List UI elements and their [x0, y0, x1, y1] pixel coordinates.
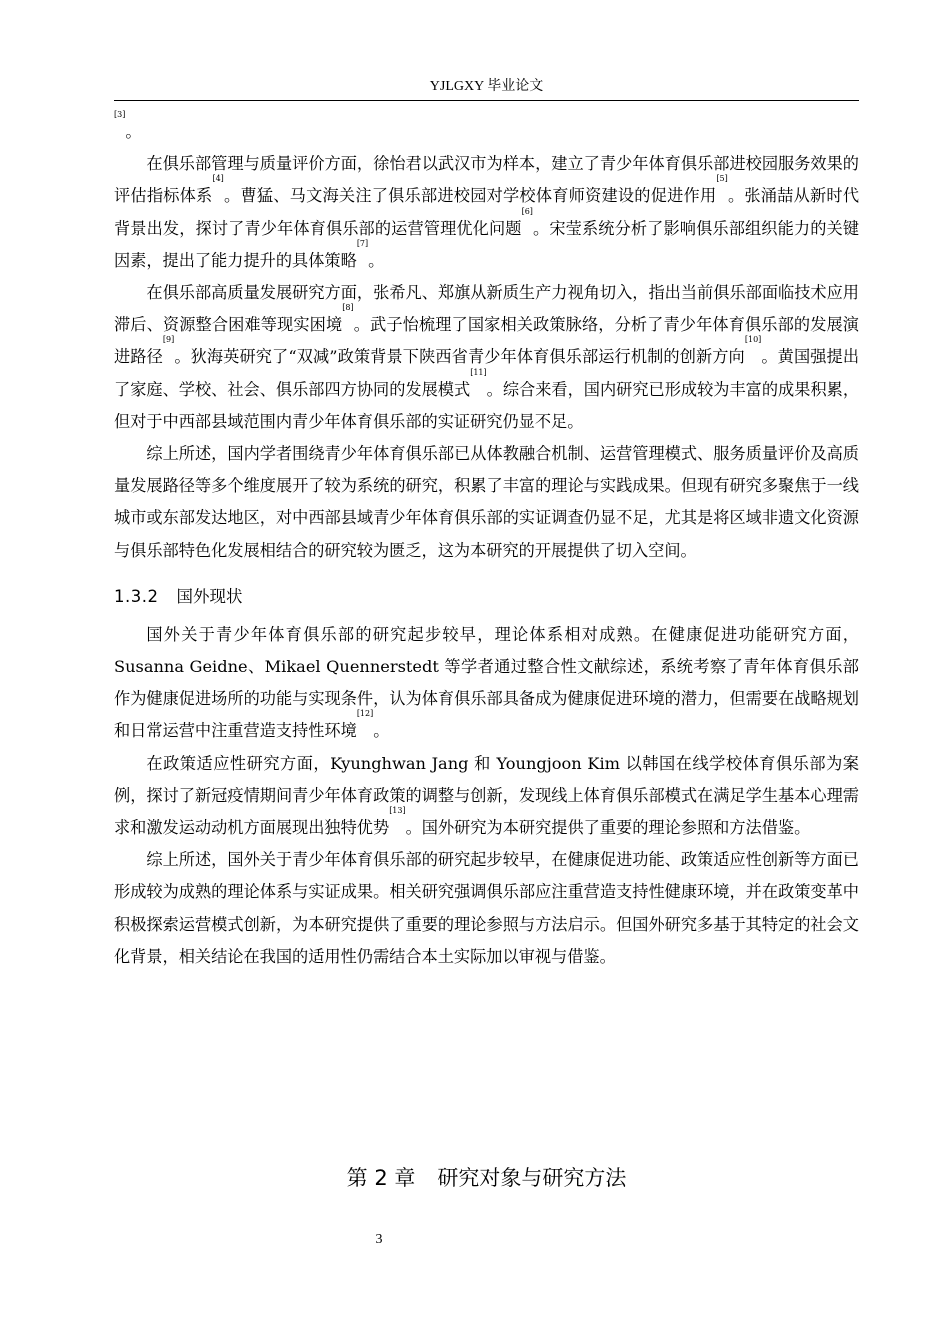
section-number: 1.3.2: [114, 586, 159, 606]
citation-marker: [8]: [342, 303, 354, 313]
paragraph-text: 在俱乐部管理与质量评价方面，徐怡君以武汉市为样本，建立了青少年体育俱乐部进校园服务效果的评估指标体系: [114, 154, 859, 206]
foreign-research-paragraphs: [114, 619, 859, 973]
header-rule: [114, 100, 859, 101]
citation-marker: [12]: [356, 709, 374, 719]
domestic-research-paragraphs: [114, 110, 860, 567]
paragraph-text: 在政策适应性研究方面，Kyunghwan Jang 和 Youngjoon Kim 以韩国在线学校体育俱乐部为案例，探讨了新冠疫情期间青少年体育政策的调整与创新，发现线上体育俱乐部模式在满足学生基本心理需求和激发运动动机方面展现出独特优势: [114, 753, 859, 838]
section-heading: [114, 581, 859, 613]
paragraph: [114, 277, 859, 438]
page-number: 3: [375, 1232, 383, 1247]
paragraph: [114, 438, 859, 567]
citation-marker: [5]: [716, 174, 728, 184]
paragraph-text: 。黄国强提出了家庭、学校、社会、俱乐部四方协同的发展模式: [114, 347, 860, 399]
paragraph: [114, 844, 859, 973]
citation-marker: [9]: [162, 335, 175, 345]
paragraph-text: 。张涌喆从新时代背景出发，探讨了青少年体育俱乐部的运营管理优化问题: [114, 186, 860, 238]
section-title: 国外现状: [176, 586, 243, 606]
paragraph-text: 。宋莹系统分析了影响俱乐部组织能力的关键因素，提出了能力提升的具体策略: [114, 218, 860, 270]
paragraph-text: 综上所述，国内学者围绕青少年体育俱乐部已从体教融合机制、运营管理模式、服务质量评价及高质量发展路径等多个维度展开了较为系统的研究，积累了丰富的理论与实践成果。但现有研究多聚焦于一线城市或东部发达地区，对中西部县域青少年体育俱乐部的实证调查仍显不足，尤其是将区域非遗文化资源与俱乐部特色化发展相结合的研究较为匮乏，这为本研究的开展提供了切入空间。: [114, 444, 859, 560]
paragraph-text: 。狄海英研究了“双减”政策背景下陕西省青少年体育俱乐部运行机制的创新方向: [174, 347, 745, 367]
paragraph-text: 综上所述，国外关于青少年体育俱乐部的研究起步较早，在健康促进功能、政策适应性创新等方面已形成较为成熟的理论体系与实证成果。相关研究强调俱乐部应注重营造支持性健康环境，并在政策变革中积极探索运营模式创新，为本研究提供了重要的理论参照与方法启示。但国外研究多基于其特定的社会文化背景，相关结论在我国的适用性仍需结合本土实际加以审视与借鉴。: [114, 850, 859, 966]
paragraph-text: 在俱乐部高质量发展研究方面，张希凡、郑旗从新质生产力视角切入，指出当前俱乐部面临技术应用滞后、资源整合困难等现实困境: [114, 283, 859, 335]
paragraph: [114, 110, 859, 148]
citation-marker: [4]: [212, 174, 224, 184]
paragraph-text: 。: [125, 122, 142, 141]
paragraph-text: 国外关于青少年体育俱乐部的研究起步较早，理论体系相对成熟。在健康促进功能研究方面，Susanna Geidne、Mikael Quennerstedt 等学者通过整合性文献综述，系统考察了青年体育俱乐部作为健康促进场所的功能与实现条件，认为体育俱乐部具备成为健康促进环境的潜力，但需要在战略规划和日常运营中注重营造支持性环境: [114, 624, 859, 741]
chapter-number: 第 2 章: [346, 1166, 416, 1190]
paragraph-text: 。曹猛、马文海关注了俱乐部进校园对学校体育师资建设的促进作用: [223, 186, 717, 206]
paragraph-text: 。武子怡梳理了国家相关政策脉络，分析了青少年体育俱乐部的发展演进路径: [114, 315, 859, 367]
citation-marker: [6]: [521, 206, 533, 216]
citation-marker: [10]: [744, 335, 762, 345]
citation-marker: [3]: [114, 110, 126, 119]
paragraph-text: 。综合来看，国内研究已形成较为丰富的成果积累，但对于中西部县域范围内青少年体育俱乐部的实证研究仍显不足。: [114, 379, 860, 431]
paragraph: [114, 748, 859, 845]
paragraph-text: 。: [373, 721, 390, 741]
running-header: YJLGXY 毕业论文: [429, 79, 544, 94]
paragraph-text: 。国外研究为本研究提供了重要的理论参照和方法借鉴。: [405, 818, 811, 838]
chapter-title: 研究对象与研究方法: [437, 1166, 627, 1190]
citation-marker: [13]: [389, 806, 406, 816]
paragraph-text: 。: [368, 250, 385, 270]
paragraph: [114, 619, 859, 748]
chapter-heading: [114, 1160, 859, 1196]
paragraph: [114, 148, 859, 277]
body-text: [114, 110, 860, 973]
citation-marker: [11]: [470, 367, 487, 377]
citation-marker: [7]: [356, 238, 369, 248]
